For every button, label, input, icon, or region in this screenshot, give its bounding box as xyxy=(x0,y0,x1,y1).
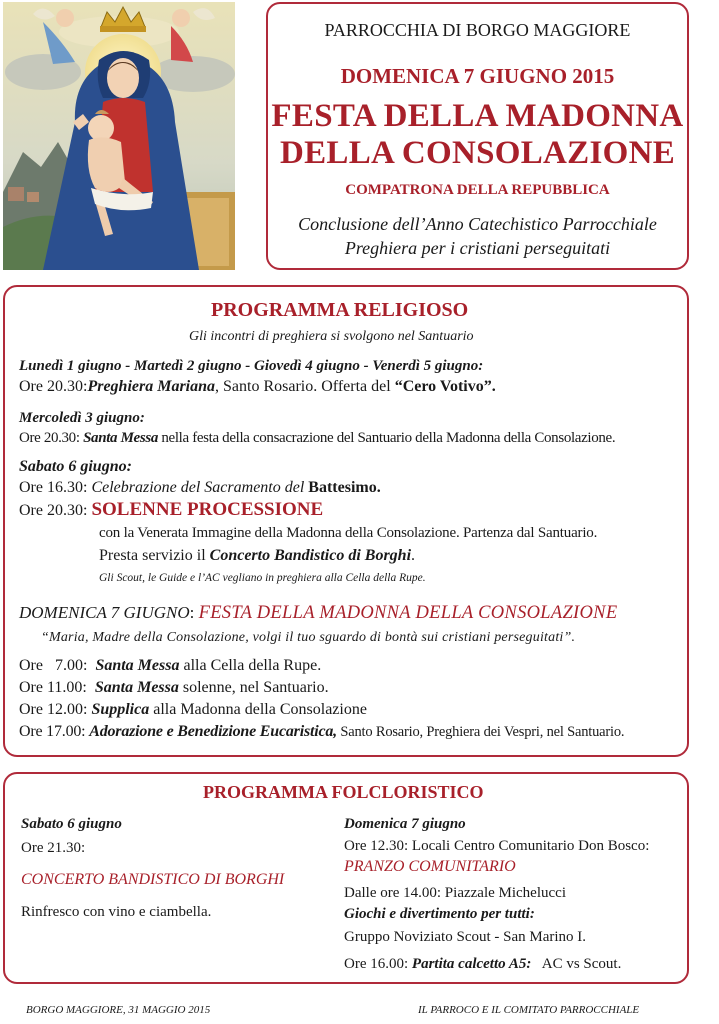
folk-right-day: Domenica 7 giugno xyxy=(344,816,466,832)
religious-heading: PROGRAMMA RELIGIOSO xyxy=(211,299,469,321)
title-line-2: DELLA CONSOLAZIONE xyxy=(279,135,676,171)
note-line-1: Conclusione dell’Anno Catechistico Parrocchiale xyxy=(298,214,657,234)
block2-event: Ore 20.30: Santa Messa nella festa della consacrazione del Santuario della Madonna della Consolazione. xyxy=(19,430,616,446)
footer-signature: IL PARROCO E IL COMITATO PARROCCHIALE xyxy=(418,1004,640,1016)
block1-days: Lunedì 1 giugno - Martedì 2 giugno - Giovedì 4 giugno - Venerdì 5 giugno: xyxy=(19,358,484,374)
block3-day: Sabato 6 giugno: xyxy=(19,458,132,475)
madonna-painting-image xyxy=(3,2,235,270)
folk-right-games: Giochi e divertimento per tutti: xyxy=(344,906,535,922)
folk-program-box xyxy=(3,772,689,984)
madonna-painting xyxy=(3,2,235,270)
header-box xyxy=(266,2,689,270)
note-line-2: Preghiera per i cristiani perseguitati xyxy=(344,238,611,258)
event-date: DOMENICA 7 GIUGNO 2015 xyxy=(340,64,615,88)
sunday-quote: “Maria, Madre della Consolazione, volgi il tuo sguardo di bontà sui cristiani perseguitati”. xyxy=(41,630,576,645)
sunday-mass-7: Ore 7.00: Santa Messa alla Cella della Rupe. xyxy=(19,657,322,674)
sunday-supplica: Ore 12.00: Supplica alla Madonna della Consolazione xyxy=(19,701,367,718)
folk-right-scout-group: Gruppo Noviziato Scout - San Marino I. xyxy=(344,929,587,945)
folk-right-match: Ore 16.00: Partita calcetto A5: AC vs Scout. xyxy=(344,956,622,972)
block3-procession-detail: con la Venerata Immagine della Madonna della Consolazione. Partenza dal Santuario. xyxy=(99,525,598,541)
sunday-adoration: Ore 17.00: Adorazione e Benedizione Eucaristica, Santo Rosario, Preghiera dei Vespri, nel Santuario. xyxy=(19,723,625,740)
block1-event: Ore 20.30:Preghiera Mariana, Santo Rosario. Offerta del “Cero Votivo”. xyxy=(19,378,496,395)
folk-left-event: CONCERTO BANDISTICO DI BORGHI xyxy=(21,871,285,888)
block3-band: Presta servizio il Concerto Bandistico di Borghi. xyxy=(99,547,416,564)
folk-left-day: Sabato 6 giugno xyxy=(21,816,122,832)
block2-day: Mercoledì 3 giugno: xyxy=(19,410,145,426)
subtitle: COMPATRONA DELLA REPUBBLICA xyxy=(345,182,610,198)
title-line-1: FESTA DELLA MADONNA xyxy=(271,98,684,134)
folk-heading: PROGRAMMA FOLCLORISTICO xyxy=(203,782,484,802)
religious-program-box xyxy=(3,285,689,757)
block3-procession: Ore 20.30: SOLENNE PROCESSIONE xyxy=(19,499,324,520)
folk-right-games-location: Dalle ore 14.00: Piazzale Michelucci xyxy=(344,885,566,901)
sunday-mass-11: Ore 11.00: Santa Messa solenne, nel Santuario. xyxy=(19,679,329,696)
folk-right-lunch-location: Ore 12.30: Locali Centro Comunitario Don Bosco: xyxy=(344,838,650,854)
sunday-heading: DOMENICA 7 GIUGNO: FESTA DELLA MADONNA DELLA CONSOLAZIONE xyxy=(19,603,618,623)
folk-right-lunch: PRANZO COMUNITARIO xyxy=(344,858,516,875)
footer-place-date: BORGO MAGGIORE, 31 MAGGIO 2015 xyxy=(26,1004,211,1016)
parish-name: PARROCCHIA DI BORGO MAGGIORE xyxy=(324,20,631,40)
religious-intro: Gli incontri di preghiera si svolgono nel Santuario xyxy=(189,329,474,344)
folk-left-note: Rinfresco con vino e ciambella. xyxy=(21,904,212,920)
folk-left-time: Ore 21.30: xyxy=(21,840,86,856)
block3-baptism: Ore 16.30: Celebrazione del Sacramento del Battesimo. xyxy=(19,479,381,496)
block3-vigil: Gli Scout, le Guide e l’AC vegliano in preghiera alla Cella della Rupe. xyxy=(99,572,426,584)
